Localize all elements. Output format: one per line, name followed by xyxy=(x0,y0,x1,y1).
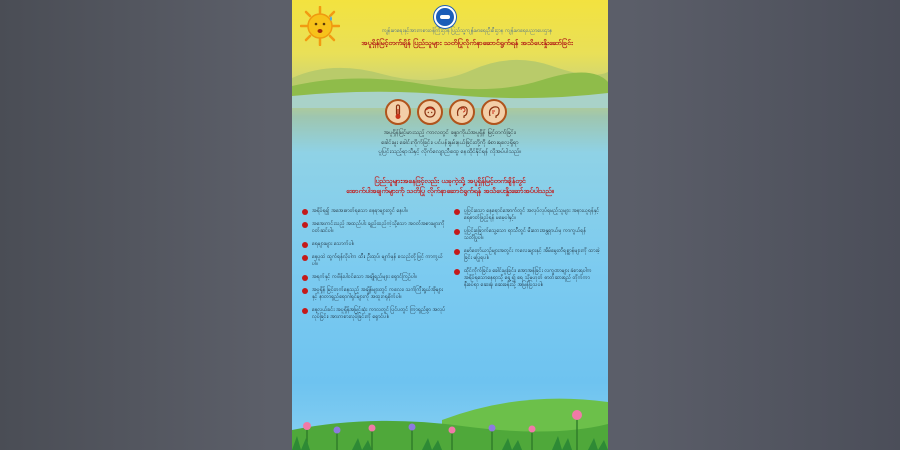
poster-title: အပူရှိန်မြင့်တက်ချိန် ပြည်သူများ သတိပြုလိုက်နာဆောင်ရွက်ရန် အသိပေးနှိုးဆော်ခြင်း xyxy=(361,39,573,47)
bullet-icon xyxy=(302,209,308,215)
bullet-icon xyxy=(454,249,460,255)
advice-item xyxy=(302,254,448,268)
bullet-icon xyxy=(302,255,308,261)
advice-item xyxy=(302,274,448,281)
bullet-icon xyxy=(302,222,308,228)
advice-item xyxy=(454,248,600,262)
advice-text: အအေးကင်းသည့် အထည်ပါး ချည်ထည်ကဲ့သို့သော အဝတ်အစားများကို ဝတ်ဆင်ပါ။ xyxy=(312,221,445,234)
intro-line: အပူရှိန်မြင့်မားသည့် ကာလတွင် ခန္ဓာကိုယ်အပူရှိန် မြင့်တက်ခြင်း၊ xyxy=(383,130,517,136)
advice-item xyxy=(302,307,448,321)
bullet-icon xyxy=(302,288,308,294)
headline-line: အောက်ပါအချက်များကို သတိပြု လိုက်နာဆောင်ရွက်ရန် အသိပေးနှိုးဆော်အပ်ပါသည်။ xyxy=(346,187,554,195)
call-to-action-headline xyxy=(302,176,598,196)
advice-item xyxy=(454,228,600,242)
thermometer-icon xyxy=(385,99,411,125)
advice-item xyxy=(454,208,600,222)
advice-column-right xyxy=(454,208,600,327)
bullet-icon xyxy=(302,275,308,281)
headline-line: ပြည်သူများအနေဖြင့်လည်း ယခုကဲ့သို့ အပူရှိန်မြင့်တက်ချိန်တွင် xyxy=(374,177,526,185)
bullet-icon xyxy=(454,229,460,235)
advice-text: နေ့လယ်ခင်း အပူရှိန်အမြင့်ဆုံး ကာလတွင် ပြင်ပတွင် ကြာရှည်စွာ အလုပ်လုပ်ခြင်း၊ အားကစားလုပ်ခြင်းကို ရှောင်ပါ။ xyxy=(312,307,446,320)
advice-column-left xyxy=(302,208,448,327)
advice-text: ပူပြင်းသော နေရောင်အောက်တွင် အလုပ်လုပ်ရမည့်သူများ အနားယူရန်နှင့် ရေဓာတ်ဖြည့်ရန် မမေ့ပါနှင့်။ xyxy=(464,208,600,221)
heat-warning-poster xyxy=(292,0,608,450)
advice-text: ရေများများ သောက်ပါ။ xyxy=(312,241,355,247)
advice-text: ထိုင်ကိုက်ခြင်း၊ ခေါင်းမူးခြင်း၊ အော့အန်ခြင်း လက္ခဏာများ ခံစားရပါက အရိပ်ရသောနေရာသို့ ရွှေ့၍ ရေ သို့မဟုတ် ဓာတ်ဆားရည် တိုက်ကာ နီးစပ်ရာ ဆေးရုံ၊ ဆေးခန်းသို့ အမြန်ပြသပါ။ xyxy=(464,268,592,288)
bullet-icon xyxy=(302,308,308,314)
advice-text: နေပူထဲ ထွက်ရန်လိုပါက ထီး၊ ဦးထုပ်၊ မျက်မှန် စသည်တို့ဖြင့် ကာကွယ်ပါ။ xyxy=(312,254,443,267)
dizziness-icon xyxy=(449,99,475,125)
flower-meadow-illustration xyxy=(292,380,608,450)
bullet-icon xyxy=(454,209,460,215)
advice-item xyxy=(302,221,448,235)
intro-text xyxy=(308,129,592,158)
ministry-logo xyxy=(434,6,456,28)
bullet-icon xyxy=(454,269,460,275)
fatigue-icon xyxy=(481,99,507,125)
advice-text: မော်တော်ယာဉ်များအတွင်း ကလေးများနှင့် အိမ်မွေးတိရစ္ဆာန်များကို ထားခဲ့ခြင်း မပြုရပါ။ xyxy=(464,248,600,261)
intro-line: ခေါင်းမူး ခေါင်းကိုက်ခြင်း၊ ပင်ပန်းနွမ်းနယ်ခြင်းတို့ကို ခံစားရလေ့ရှိရာ xyxy=(381,139,519,146)
advice-text: အပူရှိန် မြင့်တက်နေသည့် အချိန်များတွင် ကလေး၊ သက်ကြီးရွယ်အိုများနှင့် နာတာရှည်ရောဂါရှင်များကို အထူးဂရုစိုက်ပါ။ xyxy=(312,287,443,300)
organization-name: ကျန်းမာရေးနှင့်အားကစားဝန်ကြီးဌာန ပြည်သူ့ကျန်းမာရေးဦးစီးဌာန ကျန်းမာရေးပညာပေးဌာန xyxy=(381,28,553,34)
advice-list xyxy=(302,208,602,327)
headache-icon xyxy=(417,99,443,125)
advice-item xyxy=(454,268,600,289)
advice-item xyxy=(302,208,448,215)
advice-item xyxy=(302,287,448,301)
bullet-icon xyxy=(302,242,308,248)
advice-text: ပူပြင်းခြောက်သွေ့သော ရာသီတွင် မီးဘေးအန္တရာယ်မှ ကာကွယ်ရန် သတိပြုပါ။ xyxy=(464,228,587,241)
advice-text: အရက်နှင့် ကဖိန်းပါဝင်သော အချိုရည်များ ရှောင်ကြဉ်ပါ။ xyxy=(312,274,417,280)
advice-item xyxy=(302,241,448,248)
symptom-icons xyxy=(385,99,515,127)
intro-line: ပူပြင်းသည့်ရာသီနှင့် လိုက်လျောညီထွေ နေထိုင်နိုင်ရန် လိုအပ်ပါသည်။ xyxy=(378,149,522,155)
advice-text: အရိပ်ရ၍ အအေးဓာတ်ရသော နေရာများတွင် နေပါ။ xyxy=(312,208,408,214)
